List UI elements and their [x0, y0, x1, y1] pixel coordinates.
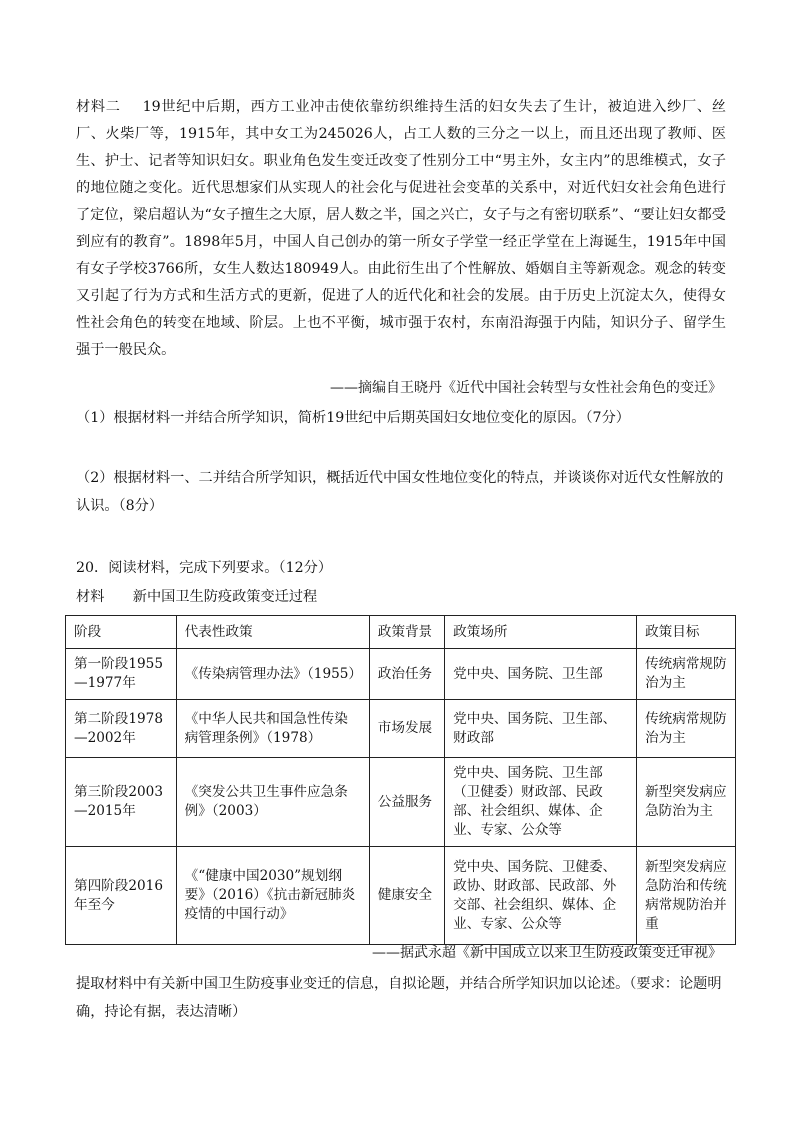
cell-goal: 传统病常规防治为主: [637, 700, 736, 758]
cell-policy: 《传染病管理办法》（1955）: [176, 649, 369, 700]
header-goal: 政策目标: [637, 616, 736, 649]
cell-stage: 第四阶段2016年至今: [66, 847, 177, 945]
cell-venue: 党中央、国务院、卫生部（卫健委）财政部、民政部、社会组织、媒体、企业、专家、公众等: [445, 758, 637, 847]
cell-background: 公益服务: [369, 758, 444, 847]
header-venue: 政策场所: [445, 616, 637, 649]
header-background: 政策背景: [369, 616, 444, 649]
table-header-row: [66, 616, 736, 649]
table-row: [66, 700, 736, 758]
header-policy: 代表性政策: [176, 616, 369, 649]
question-20-material-label: 材料 新中国卫生防疫政策变迁过程: [76, 589, 318, 605]
question-1: （1）根据材料一并结合所学知识，简析19世纪中后期英国妇女地位变化的原因。（7分）: [76, 410, 630, 426]
table-row: [66, 847, 736, 945]
cell-venue: 党中央、国务院、卫健委、政协、財政部、民政部、外交部、社会组织、媒体、企业、专家、公众等: [445, 847, 637, 945]
cell-venue: 党中央、国务院、卫生部: [445, 649, 637, 700]
cell-policy: 《中华人民共和国急性传染病管理条例》（1978）: [176, 700, 369, 758]
cell-background: 健康安全: [369, 847, 444, 945]
question-2: （2）根据材料一、二并结合所学知识，概括近代中国女性地位变化的特点，并谈谈你对近代女性解放的认识。（8分）: [76, 470, 724, 514]
cell-stage: 第一阶段1955—1977年: [66, 649, 177, 700]
cell-venue: 党中央、国务院、卫生部、财政部: [445, 700, 637, 758]
cell-goal: 新型突发病应急防治和传统病常规防治并重: [637, 847, 736, 945]
cell-policy: 《突发公共卫生事件应急条例》（2003）: [176, 758, 369, 847]
material2-source: ——摘编自王晓丹《近代中国社会转型与女性社会角色的变迁》: [330, 380, 722, 396]
question-20-source: ——据武永超《新中国成立以来卫生防疫政策变迁审视》: [372, 945, 722, 961]
question-20-prompt: 提取材料中有关新中国卫生防疫事业变迁的信息，自拟论题，并结合所学知识加以论述。（要求：论题明确，持论有据，表达清晰）: [76, 976, 722, 1020]
question-20-title: 20．阅读材料，完成下列要求。（12分）: [76, 560, 333, 576]
cell-goal: 传统病常规防治为主: [637, 649, 736, 700]
cell-background: 政治任务: [369, 649, 444, 700]
cell-policy: 《“健康中国2030”规划纲要》（2016）《抗击新冠肺炎疫情的中国行动》: [176, 847, 369, 945]
cell-goal: 新型突发病应急防治为主: [637, 758, 736, 847]
cell-background: 市场发展: [369, 700, 444, 758]
cell-stage: 第二阶段1978—2002年: [66, 700, 177, 758]
header-stage: 阶段: [66, 616, 177, 649]
table-row: [66, 649, 736, 700]
material2-label: 材料二: [76, 99, 121, 115]
cell-stage: 第三阶段2003—2015年: [66, 758, 177, 847]
material2-text: 19世纪中后期，西方工业冲击使依靠纺织维持生活的妇女失去了生计，被迫进入纱厂、丝厂、火柴厂等，1915年，其中女工为245026人，占工人数的三分之一以上，而且还出现了教师、医生、护士、记者等知识妇女。职业角色发生变迁改变了性别分工中“男主外，女主内”的思维模式，女子的地位随之变化。近代思想家们从实现人的社会化与促进社会变革的关系中，对近代妇女社会角色进行了定位，梁启超认为“女子擅生之大原，居人数之半，国之兴亡，女子与之有密切联系”、“要让妇女都受到应有的教育”。1898年5月，中国人自己创办的第一所女子学堂一经正学堂在上海诞生，1915年中国有女子学校3766所，女生人数达180949人。由此衍生出了个性解放、婚姻自主等新观念。观念的转变又引起了行为方式和生活方式的更新，促进了人的近代化和社会的发展。由于历史上沉淀太久，使得女性社会角色的转变在地域、阶层。上也不平衡，城市强于农村，东南沿海强于内陆，知识分子、留学生强于一般民众。: [76, 99, 726, 358]
material2-paragraph: [76, 94, 726, 364]
policy-table: [65, 615, 736, 945]
table-row: [66, 758, 736, 847]
